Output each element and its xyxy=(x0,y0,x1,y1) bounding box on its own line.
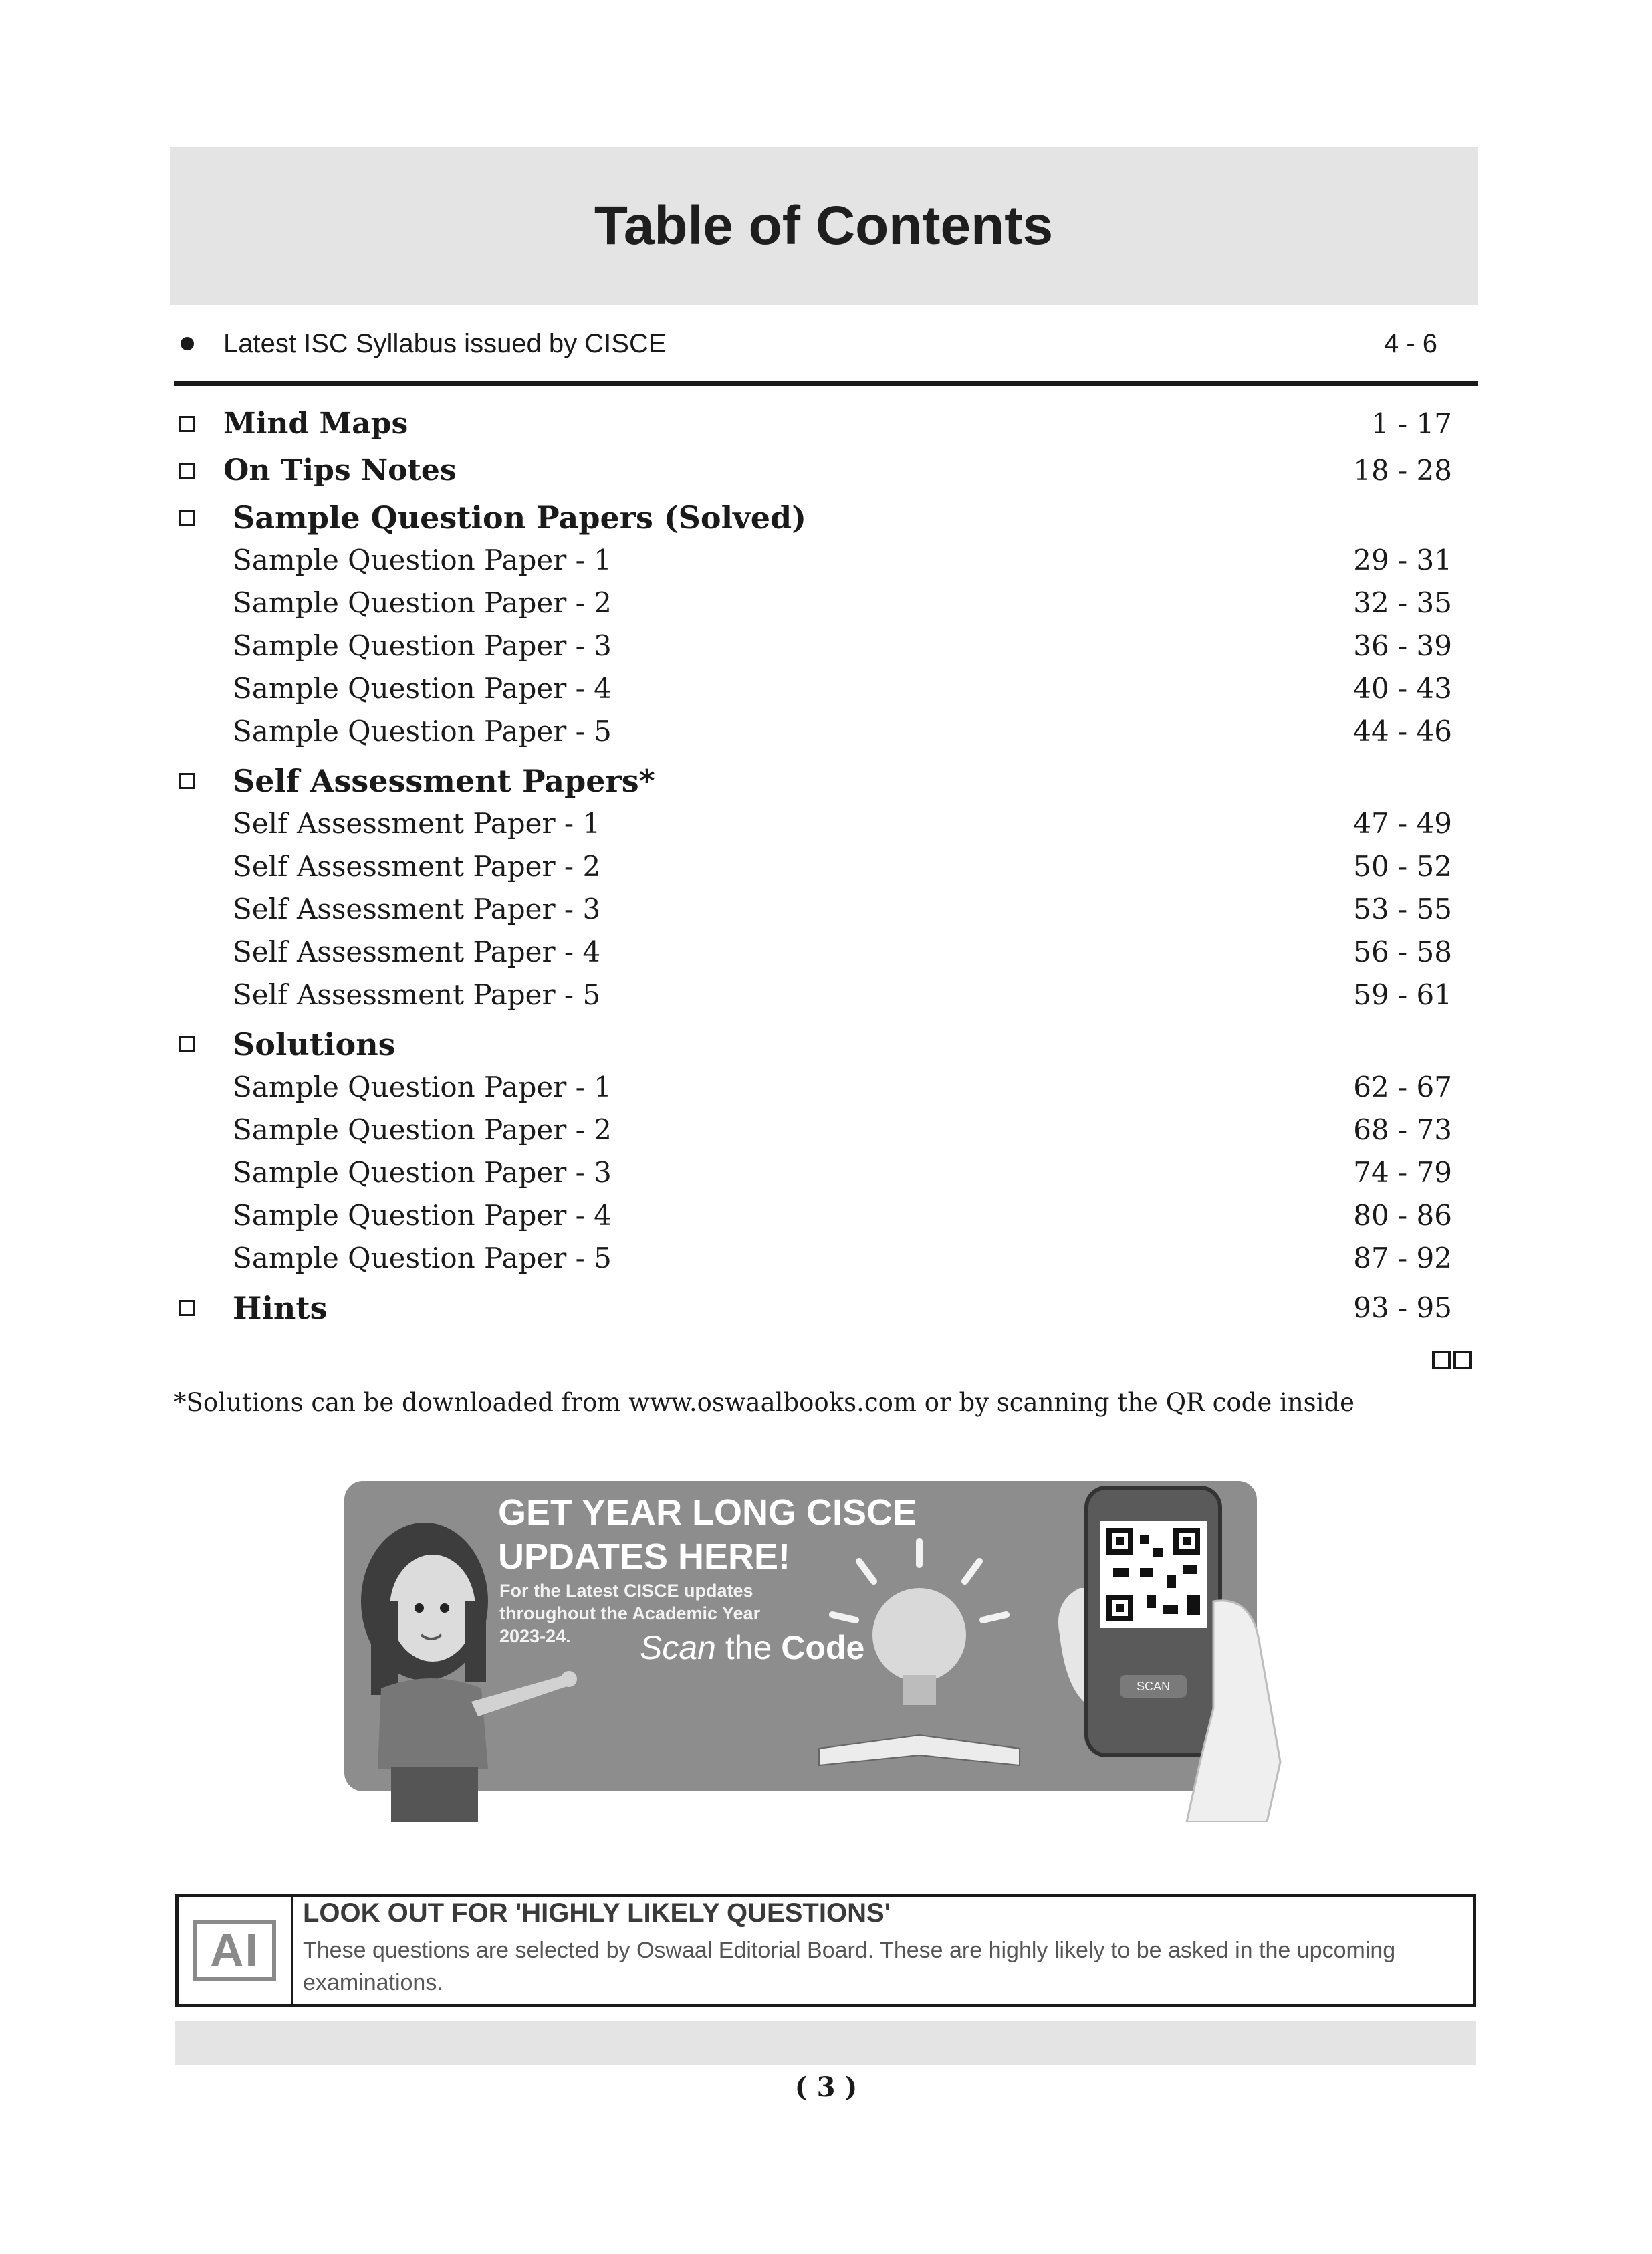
toc-item[interactable] xyxy=(170,1151,1478,1194)
scan-the-code-text: Scan the Code xyxy=(640,1629,865,1666)
toc-item[interactable] xyxy=(170,888,1478,931)
toc-item[interactable] xyxy=(170,539,1478,582)
page-title: Table of Contents xyxy=(594,195,1054,256)
toc-item-label: Self Assessment Paper - 3 xyxy=(233,893,601,925)
toc-item-label: Self Assessment Paper - 4 xyxy=(233,935,601,968)
toc-item[interactable] xyxy=(170,625,1478,667)
toc-row-hints[interactable] xyxy=(170,1286,1478,1329)
toc-section-title: Sample Question Papers (Solved) xyxy=(233,499,806,536)
toc-item[interactable] xyxy=(170,667,1478,710)
toc-pages: 93 - 95 xyxy=(1353,1291,1452,1324)
toc-item[interactable] xyxy=(170,1066,1478,1109)
bullet-icon xyxy=(175,322,199,365)
toc-item-label: Sample Question Paper - 5 xyxy=(233,715,612,748)
qr-promo-banner[interactable] xyxy=(344,1481,1294,1822)
toc-pages: 1 - 17 xyxy=(1371,407,1452,440)
note-title: LOOK OUT FOR 'HIGHLY LIKELY QUESTIONS' xyxy=(303,1898,891,1928)
toc-item[interactable] xyxy=(170,802,1478,845)
toc-item[interactable] xyxy=(170,1109,1478,1151)
toc-pages: 40 - 43 xyxy=(1353,672,1452,705)
toc-item-label: Sample Question Paper - 4 xyxy=(233,672,612,705)
toc-item-label: Sample Question Paper - 1 xyxy=(233,1070,612,1103)
toc-item[interactable] xyxy=(170,1194,1478,1237)
scan-button[interactable]: SCAN xyxy=(1136,1680,1170,1693)
toc-pages: 32 - 35 xyxy=(1353,586,1452,619)
toc-pages: 53 - 55 xyxy=(1353,893,1452,925)
note-text: These questions are selected by Oswaal Editorial Board. These are highly likely to be asked in the upcoming examinations. xyxy=(303,1938,1396,1995)
toc-row-solutions[interactable] xyxy=(170,1023,1478,1066)
toc-pages: 59 - 61 xyxy=(1353,978,1452,1011)
toc-pages: 87 - 92 xyxy=(1353,1242,1452,1274)
toc-pages: 50 - 52 xyxy=(1353,850,1452,883)
toc-item[interactable] xyxy=(170,931,1478,974)
checkbox-square-icon xyxy=(175,449,199,492)
toc-pages: 62 - 67 xyxy=(1353,1070,1452,1103)
toc-pages: 4 - 6 xyxy=(1383,329,1437,358)
toc-pages: 56 - 58 xyxy=(1353,935,1452,968)
toc-pages: 44 - 46 xyxy=(1353,715,1452,748)
toc-item-label: Sample Question Paper - 5 xyxy=(233,1242,612,1274)
toc-item[interactable] xyxy=(170,974,1478,1016)
toc-pages: 80 - 86 xyxy=(1353,1199,1452,1232)
toc-item-label: Sample Question Paper - 2 xyxy=(233,1113,612,1146)
toc-item-label: Self Assessment Paper - 2 xyxy=(233,850,601,883)
toc-item-label: Sample Question Paper - 4 xyxy=(233,1199,612,1232)
end-of-section-icon xyxy=(1432,1351,1472,1369)
toc-section-title: Solutions xyxy=(233,1026,396,1062)
checkbox-square-icon xyxy=(175,1286,199,1329)
phone-qr-code-icon xyxy=(1053,1481,1294,1822)
toc-row-self-assessment-papers[interactable] xyxy=(170,760,1478,802)
ai-book-icon: AI xyxy=(193,1920,276,1981)
toc-section-title: Self Assessment Papers* xyxy=(233,763,655,799)
toc-pages: 18 - 28 xyxy=(1353,454,1452,487)
lightbulb-book-icon xyxy=(806,1535,1026,1782)
toc-item-label: Sample Question Paper - 3 xyxy=(233,629,612,662)
toc-section-title: On Tips Notes xyxy=(223,453,457,487)
checkbox-square-icon xyxy=(175,403,199,445)
checkbox-square-icon xyxy=(175,496,199,539)
toc-item-label: Sample Question Paper - 1 xyxy=(233,544,612,576)
toc-pages: 74 - 79 xyxy=(1353,1156,1452,1189)
checkbox-square-icon xyxy=(175,1023,199,1066)
toc-item-label: Sample Question Paper - 3 xyxy=(233,1156,612,1189)
toc-item[interactable] xyxy=(170,1237,1478,1280)
toc-pages: 47 - 49 xyxy=(1353,807,1452,840)
toc-section-title: Hints xyxy=(233,1290,328,1326)
toc-item-label: Sample Question Paper - 2 xyxy=(233,586,612,619)
banner-subtext: For the Latest CISCE updates throughout the Academic Year 2023-24. xyxy=(499,1581,761,1646)
toc-row-syllabus[interactable] xyxy=(170,322,1478,365)
toc-item[interactable] xyxy=(170,845,1478,888)
checkbox-square-icon xyxy=(175,760,199,802)
toc-item-label: Self Assessment Paper - 1 xyxy=(233,807,601,840)
divider xyxy=(174,381,1478,386)
toc-section-title: Mind Maps xyxy=(223,407,408,441)
footer-bar xyxy=(175,2021,1476,2065)
toc-pages: 68 - 73 xyxy=(1353,1113,1452,1146)
page-number: ( 3 ) xyxy=(794,2071,858,2103)
toc-pages: 29 - 31 xyxy=(1353,544,1452,576)
ai-icon-cell xyxy=(179,1897,293,2004)
toc-item-label: Self Assessment Paper - 5 xyxy=(233,978,601,1011)
highly-likely-questions-note xyxy=(175,1894,1476,2007)
toc-row-sample-question-papers[interactable] xyxy=(170,496,1478,539)
toc-label: Latest ISC Syllabus issued by CISCE xyxy=(223,329,667,358)
footnote: *Solutions can be downloaded from www.oswaalbooks.com or by scanning the QR code inside xyxy=(174,1388,1355,1417)
toc-pages: 36 - 39 xyxy=(1353,629,1452,662)
toc-item[interactable] xyxy=(170,582,1478,625)
toc-row-on-tips-notes[interactable] xyxy=(170,449,1478,492)
toc-row-mind-maps[interactable] xyxy=(170,403,1478,445)
banner-headline: GET YEAR LONG CISCE UPDATES HERE! xyxy=(498,1492,917,1577)
toc-item[interactable] xyxy=(170,710,1478,753)
title-banner xyxy=(170,147,1478,305)
